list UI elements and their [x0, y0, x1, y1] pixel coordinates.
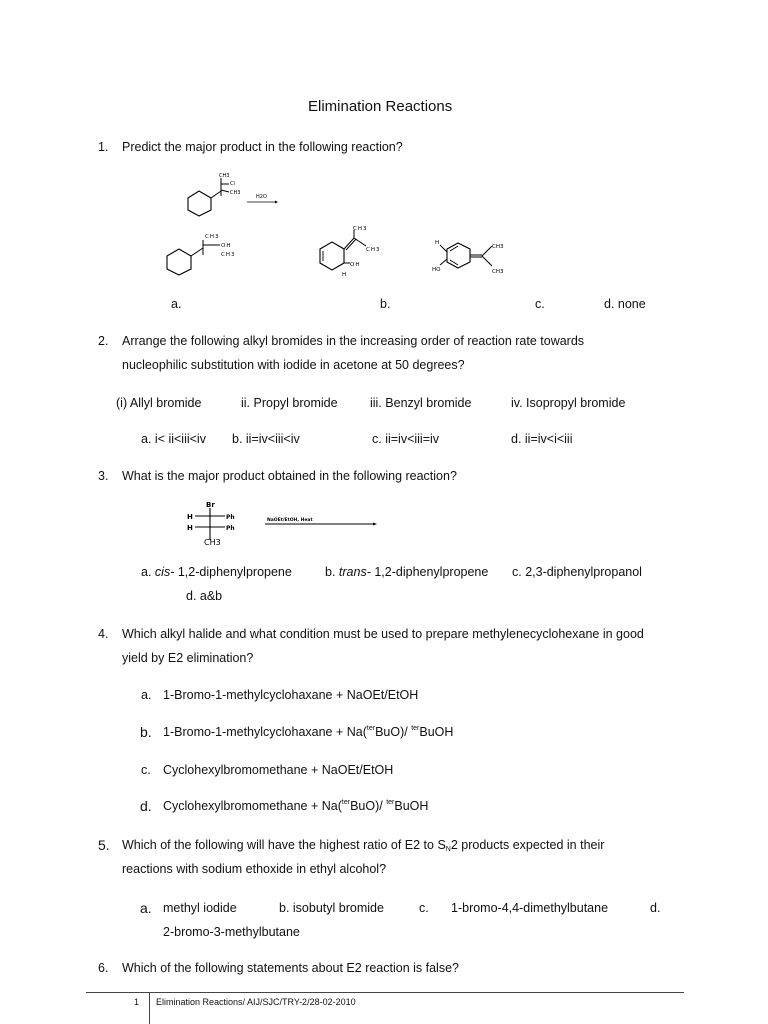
- q1-label-b: b.: [380, 297, 391, 311]
- footer-rule: [86, 992, 684, 993]
- question-4-line1: Which alkyl halide and what condition must be used to prepare methylenecyclohexane in good: [122, 627, 644, 641]
- q3-ph1: Ph: [226, 514, 235, 521]
- q2-item-3: iii. Benzyl bromide: [370, 396, 472, 410]
- q2-option-b: b. ii=iv<iii<iv: [232, 432, 300, 446]
- q3-option-d: d. a&b: [186, 589, 223, 603]
- question-1-text: Predict the major product in the following reaction?: [122, 140, 403, 154]
- q1-product-a-structure: [160, 228, 250, 278]
- q4-option-c-label: c.: [141, 763, 151, 777]
- q3-h2: H: [187, 524, 193, 532]
- q3-ch3: CH3: [204, 538, 221, 547]
- q4-b-end: BuOH: [419, 725, 454, 739]
- q3-option-b-label: b.: [325, 565, 336, 579]
- q2-option-c: c. ii=iv<iii=iv: [372, 432, 440, 446]
- q1-b-ch3: CH3: [353, 226, 368, 232]
- question-2-number: 2.: [98, 334, 109, 348]
- question-2-line1: Arrange the following alkyl bromides in the increasing order of reaction rate towards: [122, 334, 585, 348]
- q1-reactant-ch3-side: CH3: [230, 190, 241, 196]
- q1-c-ch3b: CH3: [492, 269, 504, 275]
- q5-option-a: methyl iodide: [163, 901, 237, 915]
- q4-option-a-label: a.: [141, 688, 152, 702]
- q3-option-a: [141, 565, 292, 579]
- q1-c-ho: HO: [432, 267, 441, 273]
- q3-h1: H: [187, 513, 193, 521]
- q5-option-d-label: d.: [650, 901, 661, 915]
- q4-d-mid: BuO)/: [350, 799, 387, 813]
- q1-reagent: H2O: [256, 194, 267, 200]
- q3-br: Br: [206, 501, 215, 509]
- footer-page-number: 1: [134, 997, 140, 1007]
- question-4-line2: yield by E2 elimination?: [122, 651, 254, 665]
- q1-reactant-cl: Cl: [230, 181, 235, 187]
- q4-d-prefix: Cyclohexylbromomethane + Na(: [163, 799, 342, 813]
- q1-label-a: a.: [171, 297, 182, 311]
- question-5-line1: [122, 838, 604, 853]
- question-3-number: 3.: [98, 469, 109, 483]
- q2-item-4: iv. Isopropyl bromide: [511, 396, 626, 410]
- q3-option-b: [325, 565, 488, 579]
- q4-b-mid: BuO)/: [375, 725, 412, 739]
- footer-text: Elimination Reactions/ AIJ/SJC/TRY-2/28-02-2010: [156, 997, 356, 1007]
- q1-a-ch3b: CH3: [221, 252, 236, 258]
- question-5-number: 5.: [98, 837, 110, 853]
- q4-d-end: BuOH: [394, 799, 429, 813]
- q1-product-c-structure: [430, 232, 520, 282]
- q5-line1-sub: N: [445, 846, 451, 853]
- q5-line1-post: 2 products expected in their: [450, 838, 605, 852]
- question-2-line2: nucleophilic substitution with iodide in acetone at 50 degrees?: [122, 358, 465, 372]
- q4-option-c: Cyclohexylbromomethane + NaOEt/EtOH: [163, 763, 394, 777]
- q5-option-c-label: c.: [419, 901, 429, 915]
- q4-option-a: 1-Bromo-1-methylcyclohaxane + NaOEt/EtOH: [163, 688, 419, 702]
- q4-b-sup1: ter: [366, 725, 376, 732]
- q2-option-a: a. i< ii<iii<iv: [141, 432, 206, 446]
- q3-option-a-text: 1,2-diphenylpropene: [174, 565, 292, 579]
- q4-d-sup1: ter: [341, 799, 351, 806]
- q4-option-d: [163, 799, 428, 813]
- q3-option-a-prefix: cis-: [154, 565, 175, 579]
- q2-item-2: ii. Propyl bromide: [241, 396, 338, 410]
- q1-b-oh: OH: [350, 262, 361, 268]
- q3-option-c: c. 2,3-diphenylpropanol: [512, 565, 642, 579]
- q1-product-b-structure: [314, 224, 404, 279]
- q3-reactant-structure: [185, 500, 395, 550]
- q2-option-d: d. ii=iv<i<iii: [511, 432, 573, 446]
- q4-b-prefix: 1-Bromo-1-methylcyclohaxane + Na(: [163, 725, 367, 739]
- page-title: Elimination Reactions: [308, 98, 453, 115]
- q1-b-ch3b: CH3: [366, 247, 381, 253]
- q5-option-b: b. isobutyl bromide: [279, 901, 384, 915]
- q3-reagent: NaOEt/EtOH, Heat: [267, 518, 313, 523]
- question-6-text: Which of the following statements about E2 reaction is false?: [122, 961, 459, 975]
- q1-reactant-ch3-top: CH3: [219, 173, 230, 179]
- q5-line1-pre: Which of the following will have the highest ratio of E2 to S: [122, 838, 446, 852]
- q1-c-h: H: [435, 240, 440, 246]
- q4-d-sup2: ter: [386, 799, 395, 806]
- q4-option-b: [163, 725, 453, 739]
- q5-option-c: 1-bromo-4,4-dimethylbutane: [451, 901, 609, 915]
- q3-ph2: Ph: [226, 525, 235, 532]
- q4-option-b-label: b.: [140, 724, 152, 740]
- question-3-text: What is the major product obtained in the following reaction?: [122, 469, 457, 483]
- question-6-number: 6.: [98, 961, 109, 975]
- question-5-line2: reactions with sodium ethoxide in ethyl alcohol?: [122, 862, 387, 876]
- q3-option-b-text: 1,2-diphenylpropene: [370, 565, 489, 579]
- q1-label-d: d. none: [604, 297, 646, 311]
- q4-option-d-label: d.: [140, 798, 152, 814]
- question-1-number: 1.: [98, 140, 109, 154]
- q5-option-a-label: a.: [140, 900, 152, 916]
- q3-option-b-prefix: trans-: [338, 565, 371, 579]
- q5-option-d: 2-bromo-3-methylbutane: [163, 925, 300, 939]
- question-4-number: 4.: [98, 627, 109, 641]
- q1-c-ch3: CH3: [492, 244, 504, 250]
- q1-label-c: c.: [535, 297, 545, 311]
- q1-b-h: H: [342, 272, 347, 278]
- q4-b-sup2: ter: [411, 725, 420, 732]
- q2-item-1: (i) Allyl bromide: [116, 396, 202, 410]
- q1-reactant-structure: [183, 170, 293, 220]
- footer-divider: [149, 992, 150, 1024]
- q1-a-ch3: CH3: [205, 234, 220, 240]
- q1-a-oh: OH: [221, 243, 232, 249]
- q3-option-a-label: a.: [141, 565, 152, 579]
